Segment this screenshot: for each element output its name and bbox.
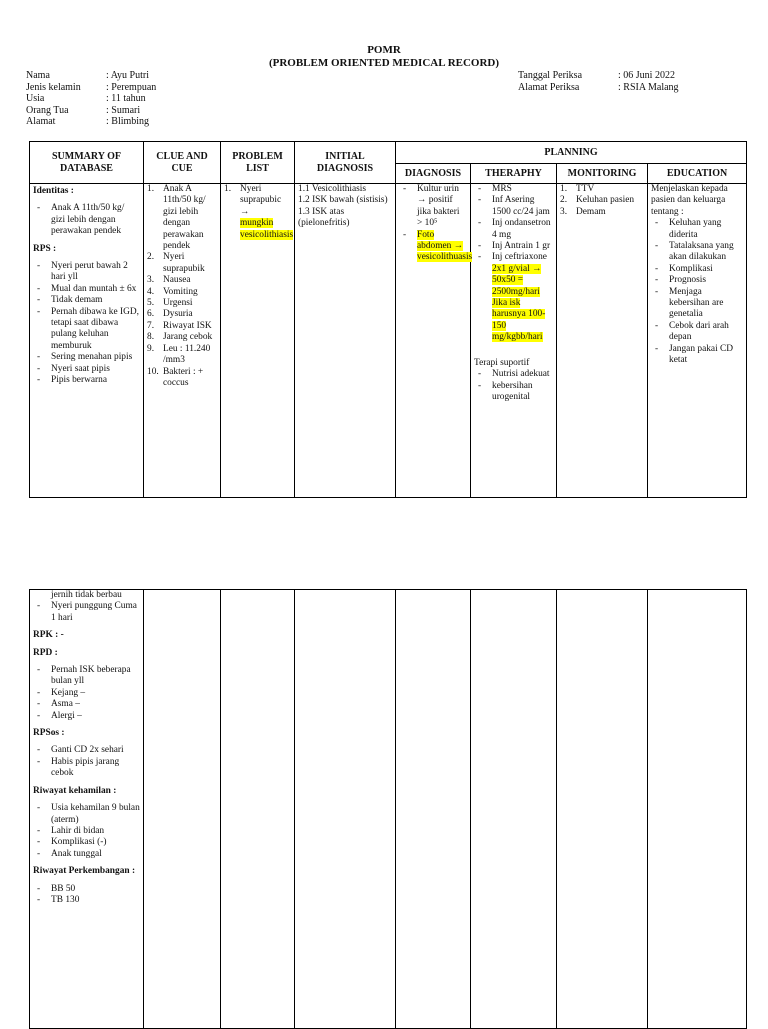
empty-cell xyxy=(648,590,747,1029)
col-monitoring: MONITORING xyxy=(557,164,648,184)
list-item: 1. TTV xyxy=(560,184,595,194)
list-item: - Komplikasi (-) xyxy=(33,837,140,848)
patient-row: Orang Tua : Sumari xyxy=(26,104,141,116)
list-item: - kebersihan urogenital xyxy=(474,381,553,404)
empty-cell xyxy=(557,590,648,1029)
list-item: 4. Vomiting xyxy=(147,286,198,297)
summary-cell-continued: jernih tidak berbau - Nyeri punggung Cuma 1 hari RPK : - RPD : - Pernah ISK beberapa bulan yll - Kejang – - Asma – - Alergi – RPSos : - Ganti CD 2x sehari - Habis pipis jarang cebok Riwayat kehamilan : - Usia kehamilan 9 bulan (aterm) - Lahir di bidan - Komplikasi (-) - Anak tunggal Riwayat Perkembangan : - BB 50 - TB 130 xyxy=(30,590,144,1029)
pomr-table-continued xyxy=(29,589,747,1029)
list-item: 5. Urgensi xyxy=(147,298,193,309)
list-item: - Tatalaksana yang akan dilakukan xyxy=(651,241,743,264)
therapy-cell: - MRS - Inf Asering 1500 cc/24 jam - Inj ondansetron 4 mg - Inj Antrain 1 gr - Inj ceftriaxone 2x1 g/vial → 50x50 = 2500mg/hari Jika isk harusnya 100-150 mg/kgbb/hari Terapi suportif - Nutrisi adekuat - kebersihan urogenital xyxy=(471,184,557,498)
page-title: POMR xyxy=(367,44,401,56)
col-summary: SUMMARY OF DATABASE xyxy=(30,142,144,184)
list-item: - Anak tunggal xyxy=(33,849,140,860)
list-item: - Jangan pakai CD ketat xyxy=(651,344,743,367)
list-item: - Inj Antrain 1 gr xyxy=(474,241,553,252)
list-item: 1. Anak A 11th/50 kg/ gizi lebih dengan perawakan pendek xyxy=(147,184,206,252)
list-item: - Menjaga kebersihan are genetalia xyxy=(651,287,743,321)
list-item: - Kejang – xyxy=(33,688,140,699)
list-item: 10. Bakteri : + coccus xyxy=(147,366,204,388)
list-item: - Anak A 11th/50 kg/ gizi lebih dengan perawakan pendek xyxy=(33,203,140,237)
list-item: - Prognosis xyxy=(651,275,743,286)
col-diagnosis: DIAGNOSIS xyxy=(396,164,471,184)
list-item: 1. Nyeri suprapubic → mungkin vesicolithiasis xyxy=(224,184,294,240)
list-item: - Usia kehamilan 9 bulan (aterm) xyxy=(33,803,140,826)
list-item: - Habis pipis jarang cebok xyxy=(33,757,140,780)
list-item: - Lahir di bidan xyxy=(33,826,140,837)
pomr-table xyxy=(29,141,747,498)
problem-cell xyxy=(221,184,295,498)
diagnosis-cell xyxy=(396,184,471,498)
col-planning: PLANNING xyxy=(396,142,747,164)
list-item: - Sering menahan pipis xyxy=(33,352,140,363)
col-initial: INITIAL DIAGNOSIS xyxy=(295,142,396,184)
col-clue: CLUE AND CUE xyxy=(144,142,221,184)
initial-cell: 1.1 Vesicolithiasis 1.2 ISK bawah (sistisis) 1.3 ISK atas (pielonefritis) xyxy=(295,184,396,498)
monitoring-cell xyxy=(557,184,648,498)
list-item: - Nutrisi adekuat xyxy=(474,369,553,380)
col-problem: PROBLEM LIST xyxy=(221,142,295,184)
list-item: - Inj ondansetron 4 mg xyxy=(474,218,553,241)
list-item: - Inf Asering 1500 cc/24 jam xyxy=(474,195,553,218)
patient-info xyxy=(26,70,156,128)
list-item: - Nyeri saat pipis xyxy=(33,364,140,375)
exam-row: Tanggal Periksa : 06 Juni 2022 xyxy=(518,70,675,81)
list-item: - Keluhan yang diderita xyxy=(651,218,743,241)
empty-cell xyxy=(295,590,396,1029)
patient-row: Alamat : Blimbing xyxy=(26,116,150,128)
list-item: - Mual dan muntah ± 6x xyxy=(33,284,140,295)
patient-row: Usia : 11 tahun xyxy=(26,93,146,105)
list-item: - Ganti CD 2x sehari xyxy=(33,745,140,756)
list-item: - Tidak demam xyxy=(33,295,140,306)
clue-cell xyxy=(144,184,221,498)
empty-cell xyxy=(396,590,471,1029)
col-education: EDUCATION xyxy=(648,164,747,184)
list-item: - Nyeri perut bawah 2 hari yll xyxy=(33,261,140,284)
list-item: - Pernah dibawa ke IGD, tetapi saat dibawa pulang keluhan memburuk xyxy=(33,307,140,353)
patient-row: Nama : Ayu Putri xyxy=(26,70,149,81)
empty-cell xyxy=(144,590,221,1029)
list-item: 9. Leu : 11.240 /mm3 xyxy=(147,343,211,366)
empty-cell xyxy=(221,590,295,1029)
list-item: 2. Nyeri suprapubik xyxy=(147,252,205,274)
list-item: 8. Jarang cebok xyxy=(147,332,213,343)
list-item: - Alergi – xyxy=(33,711,140,722)
list-item: - Pipis berwarna xyxy=(33,375,140,386)
col-therapy: THERAPHY xyxy=(471,164,557,184)
list-item: 3. Demam xyxy=(560,206,606,217)
list-item: - MRS xyxy=(474,184,553,195)
education-cell: Menjelaskan kepada pasien dan keluarga tentang : - Keluhan yang diderita - Tatalaksana yang akan dilakukan - Komplikasi - Prognosis - Menjaga kebersihan are genetalia - Cebok dari arah depan - Jangan pakai CD ketat xyxy=(648,184,747,498)
list-item: - Asma – xyxy=(33,699,140,710)
list-item: - Komplikasi xyxy=(651,264,743,275)
list-item: - TB 130 xyxy=(33,895,140,906)
empty-cell xyxy=(471,590,557,1029)
list-item: - Kultur urin → positif jika bakteri > 10⁵ xyxy=(399,184,467,230)
exam-info xyxy=(518,70,679,93)
list-item: 7. Riwayat ISK xyxy=(147,320,212,331)
list-item: - Inj ceftriaxone 2x1 g/vial → 50x50 = 2500mg/hari Jika isk harusnya 100-150 mg/kgbb/hari xyxy=(474,252,553,343)
summary-cell: Identitas : - Anak A 11th/50 kg/ gizi lebih dengan perawakan pendek RPS : - Nyeri perut bawah 2 hari yll - Mual dan muntah ± 6x - Tidak demam - Pernah dibawa ke IGD, tetapi saat dibawa pulang keluhan memburuk - Sering menahan pipis - Nyeri saat pipis - Pipis berwarna xyxy=(30,184,144,498)
list-item: - Nyeri punggung Cuma 1 hari xyxy=(33,601,140,624)
patient-row: Jenis kelamin : Perempuan xyxy=(26,81,157,93)
list-item: 3. Nausea xyxy=(147,275,191,286)
list-item: - Pernah ISK beberapa bulan yll xyxy=(33,665,140,688)
list-item: 6. Dysuria xyxy=(147,309,193,320)
list-item: - Cebok dari arah depan xyxy=(651,321,743,344)
list-item: 2. Keluhan pasien xyxy=(560,195,635,206)
list-item: - Foto abdomen → vesicolithuasis xyxy=(399,230,467,264)
list-item: - BB 50 xyxy=(33,884,140,895)
exam-row: Alamat Periksa : RSIA Malang xyxy=(518,81,679,93)
page-subtitle: (PROBLEM ORIENTED MEDICAL RECORD) xyxy=(268,57,500,69)
